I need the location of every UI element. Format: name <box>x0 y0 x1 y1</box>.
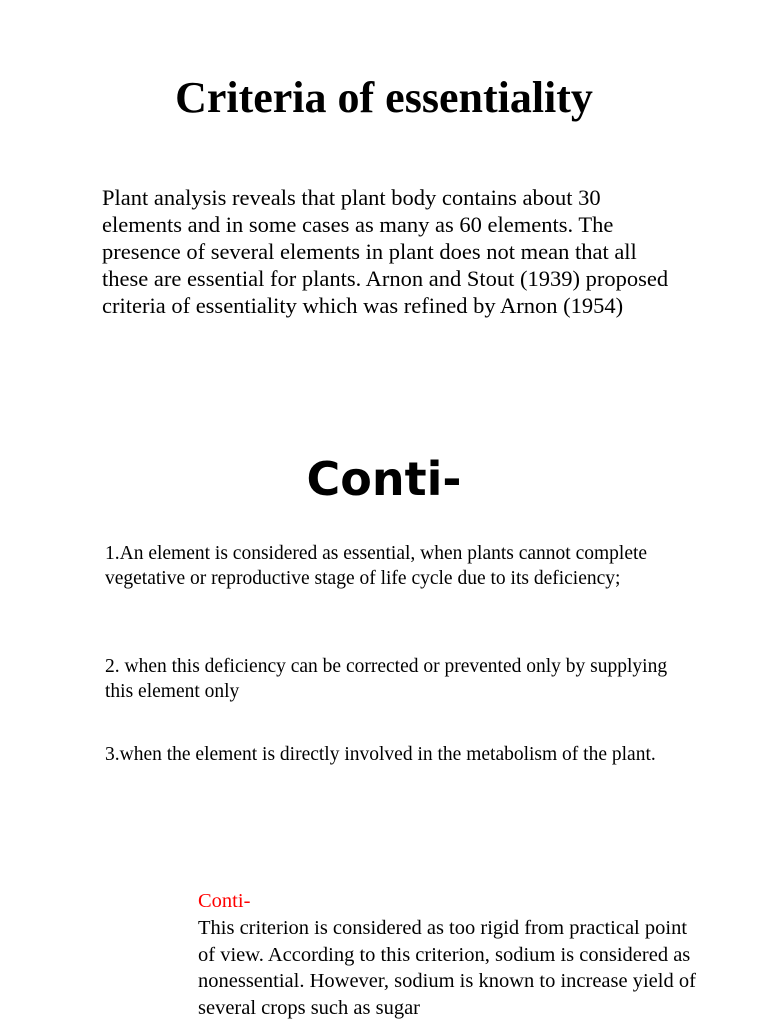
slide-title: Criteria of essentiality <box>175 73 593 122</box>
criterion-3: 3.when the element is directly involved in the metabolism of the plant. <box>105 744 656 765</box>
note-block <box>198 888 698 1022</box>
conti-heading: Conti- <box>306 452 462 506</box>
note-text: This criterion is considered as too rigid from practical point of view. According to this criterion, sodium is considered as nonessential. However, sodium is known to increase yield of several crops such as sugar <box>198 916 696 1020</box>
intro-paragraph: Plant analysis reveals that plant body contains about 30 elements and in some cases as many as 60 elements. The presence of several elements in plant does not mean that all these are essential for plants. Arnon and Stout (1939) proposed criteria of essentiality which was refined by Arnon (1954) <box>102 185 669 318</box>
note-label: Conti- <box>198 890 251 912</box>
criterion-2: 2. when this deficiency can be corrected or prevented only by supplying this element only <box>105 656 668 702</box>
criterion-1: 1.An element is considered as essential, when plants cannot complete vegetative or reproductive stage of life cycle due to its deficiency; <box>105 543 648 589</box>
